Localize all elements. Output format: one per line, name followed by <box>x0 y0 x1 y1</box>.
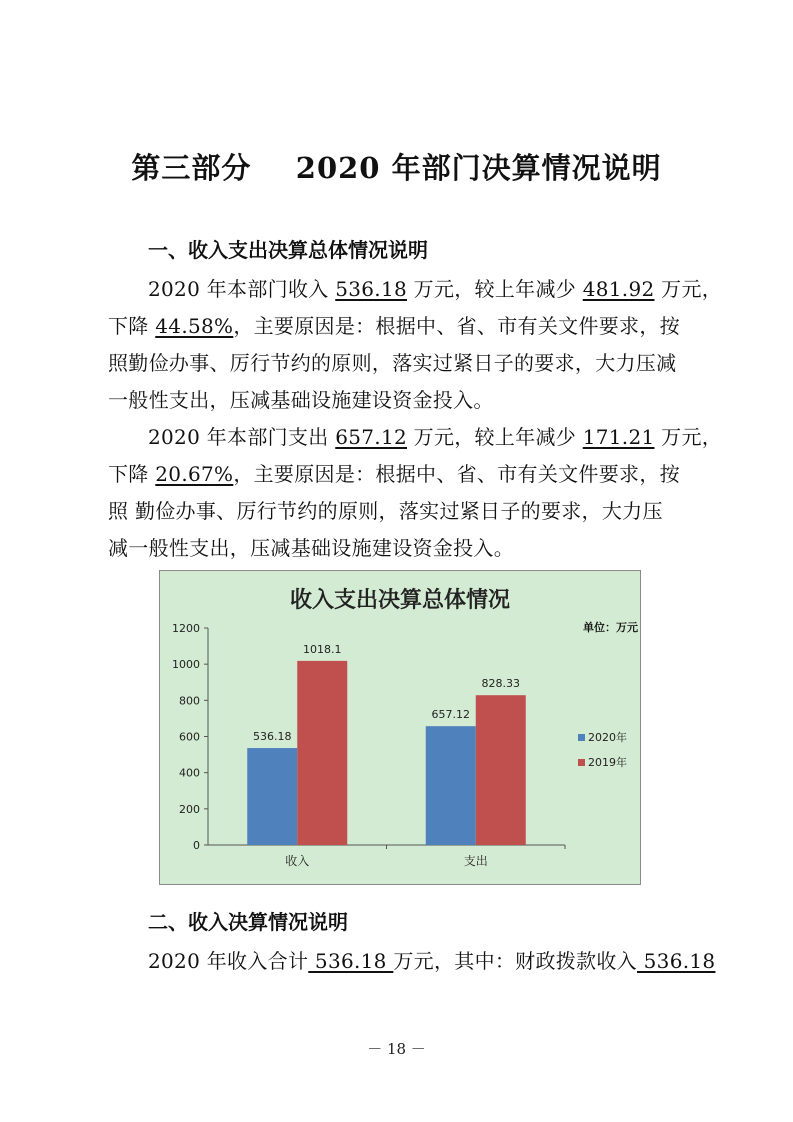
section-heading-1: 一、收入支出决算总体情况说明 <box>148 238 428 262</box>
y-tick-label: 200 <box>179 802 200 816</box>
y-tick-label: 600 <box>179 730 200 744</box>
paragraph-2-line-2: 下降 20.67%，主要原因是：根据中、省、市有关文件要求，按 <box>108 462 680 486</box>
paragraph-2-line-3: 照 勤俭办事、厉行节约的原则，落实过紧日子的要求，大力压 <box>108 499 663 523</box>
chart-svg <box>160 571 640 884</box>
paragraph-2-line-1: 2020 年本部门支出 657.12 万元，较上年减少 171.21 万元， <box>148 425 723 449</box>
x-tick-label: 收入 <box>285 854 310 868</box>
section-2-line-1: 2020 年收入合计 536.18 万元，其中：财政拨款收入 536.18 <box>148 949 716 973</box>
income-decrease-value: 481.92 <box>582 277 655 301</box>
paragraph-2-line-4: 减一般性支出，压减基础设施建设资金投入。 <box>108 536 514 560</box>
page-title: 第三部分 2020 年部门决算情况说明 <box>131 151 662 185</box>
section-heading-2: 二、收入决算情况说明 <box>148 910 348 934</box>
legend-swatch <box>578 734 585 741</box>
data-label: 536.18 <box>253 730 292 744</box>
data-label: 657.12 <box>431 708 470 722</box>
y-tick-label: 800 <box>179 694 200 708</box>
bar <box>247 748 297 845</box>
bar <box>426 726 476 845</box>
expense-decline-percent: 20.67% <box>155 462 234 486</box>
legend-swatch <box>578 759 585 766</box>
chart-unit-label: 单位：万元 <box>583 621 638 634</box>
paragraph-1-line-4: 一般性支出，压减基础设施建设资金投入。 <box>108 388 494 412</box>
chart-title: 收入支出决算总体情况 <box>289 588 511 613</box>
paragraph-1-line-1: 2020 年本部门收入 536.18 万元，较上年减少 481.92 万元， <box>148 277 723 301</box>
y-tick-label: 1000 <box>172 658 200 672</box>
data-label: 1018.1 <box>303 642 342 656</box>
y-tick-label: 400 <box>179 766 200 780</box>
paragraph-1-line-2: 下降 44.58%，主要原因是：根据中、省、市有关文件要求，按 <box>108 314 680 338</box>
fiscal-appropriation-value: 536.18 <box>636 949 716 973</box>
data-label: 828.33 <box>481 677 520 691</box>
income-expense-chart <box>159 570 641 885</box>
expense-value: 657.12 <box>335 425 407 449</box>
income-value: 536.18 <box>335 277 407 301</box>
legend-label: 2019年 <box>588 756 627 769</box>
legend-label: 2020年 <box>588 731 627 744</box>
income-decline-percent: 44.58% <box>155 314 234 338</box>
bar <box>297 661 347 845</box>
y-tick-label: 0 <box>193 839 200 852</box>
bar <box>476 695 526 845</box>
expense-decrease-value: 171.21 <box>582 425 655 449</box>
page-number: － 18 － <box>367 1040 426 1058</box>
paragraph-1-line-3: 照勤俭办事、厉行节约的原则，落实过紧日子的要求，大力压减 <box>108 351 677 375</box>
y-tick-label: 1200 <box>172 622 200 635</box>
x-tick-label: 支出 <box>463 854 488 868</box>
total-income-value: 536.18 <box>308 949 394 973</box>
